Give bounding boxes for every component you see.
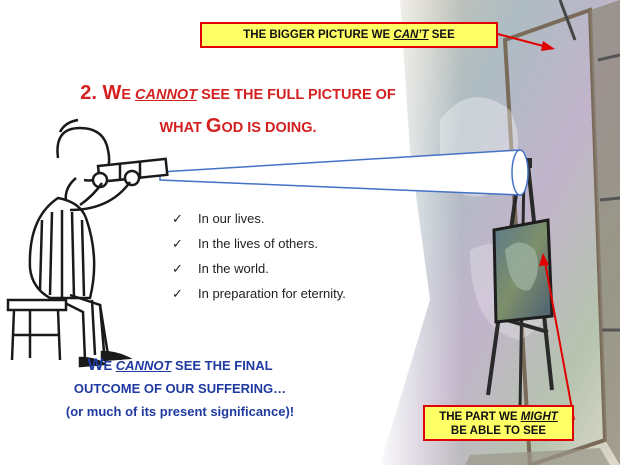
heading-part2: SEE THE FULL PICTURE OF: [197, 87, 396, 103]
man-with-telescope-illustration: [8, 120, 167, 366]
heading-line2b-cap: G: [205, 115, 222, 137]
heading-line2a: WHAT: [159, 120, 206, 136]
conclusion-e: E: [103, 358, 116, 373]
callout-top-emphasis: CAN’T: [393, 29, 429, 41]
conclusion-text: [22, 353, 338, 423]
bullet-text: In our lives.: [198, 211, 265, 226]
callout-bottom-before: THE PART WE: [439, 411, 521, 423]
conclusion-line-1: [22, 353, 338, 377]
heading-number: 2. W: [80, 82, 122, 104]
conclusion-w: W: [87, 355, 104, 374]
bullet-item: [172, 231, 346, 256]
bullet-text: In the lives of others.: [198, 236, 318, 251]
heading-line-2: [38, 111, 438, 144]
bullet-item: [172, 256, 346, 281]
callout-top-before: THE BIGGER PICTURE WE: [243, 29, 394, 41]
heading-part1: E: [121, 87, 136, 103]
conclusion-rest: SEE THE FINAL: [171, 358, 273, 373]
heading-emphasis: CANNOT: [135, 87, 198, 103]
heading-line2b: OD IS DOING.: [221, 120, 317, 136]
view-beam: [160, 150, 528, 195]
bullet-item: [172, 206, 346, 231]
callout-bottom-line-1: [425, 410, 572, 424]
callout-top-after: SEE: [428, 29, 455, 41]
conclusion-emphasis: CANNOT: [115, 358, 172, 373]
check-icon: ✓: [172, 212, 183, 227]
conclusion-line-3: (or much of its present significance)!: [65, 404, 295, 419]
callout-bottom-line-2: BE ABLE TO SEE: [450, 425, 547, 437]
check-icon: ✓: [172, 287, 183, 302]
bullet-text: In preparation for eternity.: [198, 286, 346, 301]
bullet-list: [172, 206, 346, 306]
callout-part-we-might-see: [423, 405, 574, 441]
bullet-text: In the world.: [198, 261, 269, 276]
check-icon: ✓: [172, 262, 183, 277]
slide-heading: [38, 78, 438, 144]
callout-bigger-picture: [200, 22, 498, 48]
conclusion-line-2: OUTCOME OF OUR SUFFERING…: [73, 381, 287, 396]
bullet-item: [172, 281, 346, 306]
check-icon: ✓: [172, 237, 183, 252]
callout-bottom-emphasis: MIGHT: [520, 411, 558, 423]
heading-line-1: [38, 78, 438, 111]
